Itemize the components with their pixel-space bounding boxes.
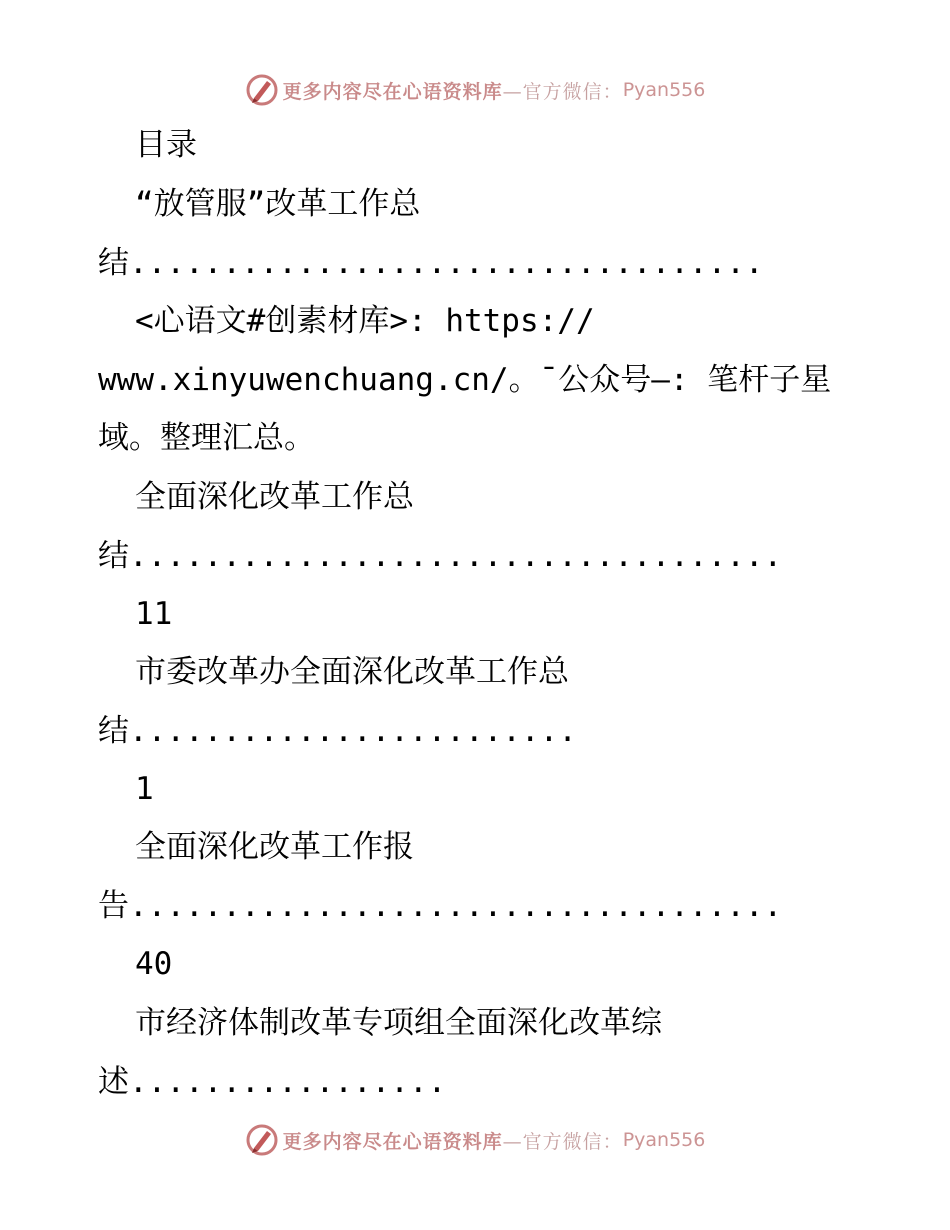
toc-line: “放管服”改革工作总 (135, 186, 421, 222)
toc-line: 市经济体制改革专项组全面深化改革综 (135, 1005, 662, 1041)
watermark-site-text: 更多内容尽在心语资料库 (282, 80, 503, 103)
watermark-site-text: 更多内容尽在心语资料库 (282, 1130, 503, 1153)
pen-logo-icon (245, 1123, 279, 1157)
toc-line: 全面深化改革工作总 (135, 479, 414, 515)
toc-line: 40 (135, 946, 173, 982)
watermark-wechat-id: Pyan556 (622, 1129, 706, 1151)
toc-line: 域。整理汇总。 (98, 420, 315, 456)
toc-line: 市委改革办全面深化改革工作总 (135, 654, 569, 690)
watermark-footer (0, 1120, 950, 1160)
toc-heading: 目录 (135, 127, 197, 163)
toc-line: 11 (135, 596, 173, 632)
watermark-official-text: —官方微信： (502, 80, 623, 103)
toc-line: <心语文#创素材库>: https:// (135, 303, 595, 339)
toc-line: 1 (135, 771, 154, 807)
toc-line: www.xinyuwenchuang.cn/。¯公众号—: 笔杆子星 (98, 362, 832, 398)
toc-line: 结........................ (98, 713, 577, 749)
toc-line: 结................................... (98, 538, 783, 574)
toc-line: 结.................................. (98, 245, 764, 281)
toc-line: 述................. (98, 1064, 447, 1100)
toc-line: 全面深化改革工作报 (135, 829, 414, 865)
watermark-official-text: —官方微信： (502, 1130, 623, 1153)
watermark-wechat-id: Pyan556 (622, 79, 706, 101)
toc-line: 告................................... (98, 888, 783, 924)
